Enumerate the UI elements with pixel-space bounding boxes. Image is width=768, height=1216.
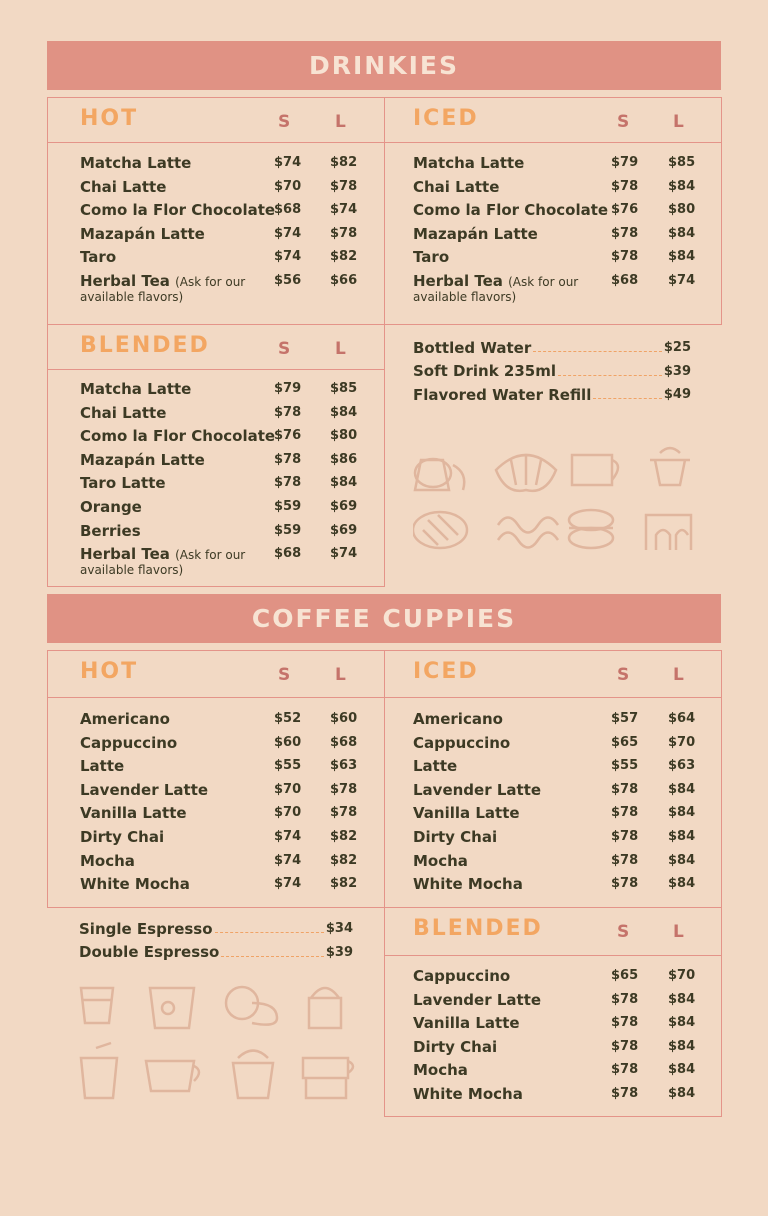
- size-large-label: L: [335, 339, 346, 359]
- price-small: $68: [274, 202, 302, 218]
- item-name: Lavender Latte: [80, 780, 209, 799]
- section-header: [385, 908, 721, 956]
- menu-item-row: [413, 734, 701, 758]
- menu-item-row: [80, 427, 364, 451]
- extra-item: Bottled Water $25: [413, 338, 691, 357]
- extra-item: Double Espresso $39: [79, 943, 353, 962]
- price-large: $84: [668, 1062, 696, 1078]
- section-title: BLENDED: [80, 333, 210, 358]
- coffee-banner: COFFEE CUPPIES: [47, 594, 721, 643]
- drinkies-iced-section: [384, 97, 722, 325]
- coffee-hot-section: [47, 650, 385, 908]
- price-large: $60: [330, 711, 358, 726]
- price-small: $56: [274, 272, 302, 288]
- price-small: $70: [274, 781, 302, 797]
- price-small: $78: [611, 225, 639, 241]
- price-large: $82: [330, 249, 358, 265]
- price-large: $85: [668, 155, 696, 170]
- menu-item-row: [80, 781, 364, 805]
- menu-item-row: [413, 1038, 701, 1062]
- item-name: Chai Latte: [80, 403, 167, 422]
- price-small: $76: [274, 428, 302, 444]
- item-name: Herbal Tea (Ask for our: [80, 545, 246, 564]
- item-name: Latte: [80, 757, 125, 776]
- menu-item-row: [80, 545, 364, 578]
- size-large-label: L: [673, 665, 684, 685]
- menu-item-row: [80, 404, 364, 428]
- item-name: Como la Flor Chocolate: [413, 201, 609, 220]
- menu-item-row: [80, 380, 364, 404]
- drink-illustrations: [76, 978, 361, 1103]
- menu-item-row: [413, 248, 701, 272]
- price-large: $86: [330, 451, 358, 467]
- section-header: [385, 651, 721, 698]
- price-large: $84: [330, 404, 358, 420]
- price-small: $74: [274, 876, 302, 892]
- item-name: White Mocha: [413, 1084, 523, 1103]
- price-small: $78: [611, 1038, 639, 1054]
- menu-item-row: [413, 781, 701, 805]
- menu-item-row: [80, 522, 364, 546]
- price-large: $84: [668, 828, 696, 844]
- menu-item-row: [80, 271, 364, 304]
- price-small: $78: [274, 404, 302, 420]
- price-small: $59: [274, 498, 302, 514]
- item-name: Chai Latte: [413, 177, 500, 196]
- menu-item-row: [80, 734, 364, 758]
- item-list: [413, 967, 701, 1109]
- item-note-continued: available flavors): [413, 289, 517, 304]
- price-small: $68: [611, 272, 639, 288]
- size-large-label: L: [673, 922, 684, 942]
- item-name: Mocha: [413, 1061, 468, 1080]
- price-small: $78: [611, 828, 639, 844]
- iced-coffee-icon: [150, 988, 194, 1028]
- menu-item-row: [413, 201, 701, 225]
- price-large: $63: [668, 758, 696, 774]
- item-name: Orange: [80, 497, 142, 516]
- menu-item-row: [413, 804, 701, 828]
- item-name: Taro: [80, 248, 117, 267]
- price-small: $78: [611, 1015, 639, 1031]
- extra-item: Soft Drink 235ml $39: [413, 362, 691, 381]
- price-large: $84: [668, 991, 696, 1007]
- drinkies-blended-section: [47, 324, 385, 587]
- item-name: Lavender Latte: [413, 990, 542, 1009]
- price-small: $65: [611, 968, 639, 983]
- size-small-label: S: [617, 922, 630, 942]
- drinkies-banner: DRINKIES: [47, 41, 721, 90]
- item-note: (Ask for our: [175, 274, 246, 289]
- coffee-pot-icon: [415, 459, 464, 490]
- price-large: $63: [330, 758, 358, 774]
- frappe-icon: [233, 1051, 273, 1099]
- menu-item-row: [80, 451, 364, 475]
- price-large: $74: [668, 272, 696, 288]
- price-large: $84: [668, 852, 696, 868]
- menu-item-row: [80, 852, 364, 876]
- item-name: Dirty Chai: [413, 827, 498, 846]
- item-name: White Mocha: [80, 875, 190, 894]
- whipped-drink-icon: [309, 988, 341, 1028]
- price-large: $82: [330, 155, 358, 170]
- size-large-label: L: [335, 112, 346, 132]
- item-list: [80, 154, 364, 304]
- price-large: $84: [668, 1038, 696, 1054]
- extra-item: Flavored Water Refill $49: [413, 385, 691, 404]
- mug-icon: [146, 1061, 199, 1091]
- price-small: $55: [611, 758, 639, 774]
- arch-building-icon: [646, 515, 691, 550]
- section-title: ICED: [413, 659, 479, 684]
- item-name: Herbal Tea (Ask for our: [80, 271, 246, 290]
- espresso-glass-icon: [81, 988, 113, 1023]
- iced-tea-icon: [81, 1043, 117, 1098]
- item-name: Matcha Latte: [80, 154, 192, 172]
- price-large: $82: [330, 876, 358, 892]
- item-name: Dirty Chai: [413, 1037, 498, 1056]
- item-name: Herbal Tea (Ask for our: [413, 271, 579, 290]
- price-large: $82: [330, 828, 358, 844]
- price-small: $79: [274, 381, 302, 396]
- price-large: $74: [330, 202, 358, 218]
- item-name: Lavender Latte: [413, 780, 542, 799]
- menu-item-row: [413, 154, 701, 178]
- item-note: (Ask for our: [508, 274, 579, 289]
- price-large: $84: [668, 249, 696, 265]
- section-header: [48, 651, 384, 698]
- item-name: White Mocha: [413, 875, 523, 894]
- item-name: Como la Flor Chocolate: [80, 201, 276, 220]
- size-large-label: L: [673, 112, 684, 132]
- menu-item-row: [413, 967, 701, 991]
- price-small: $74: [274, 155, 302, 170]
- ice-cream-icon: [650, 448, 690, 485]
- price-large: $69: [330, 498, 358, 514]
- section-title: ICED: [413, 106, 479, 131]
- price-small: $78: [611, 991, 639, 1007]
- price-small: $60: [274, 734, 302, 750]
- coffee-iced-section: [384, 650, 722, 908]
- size-small-label: S: [617, 112, 630, 132]
- menu-item-row: [80, 201, 364, 225]
- price-small: $55: [274, 758, 302, 774]
- item-note-continued: available flavors): [80, 563, 184, 578]
- price-large: $70: [668, 968, 696, 983]
- price-small: $57: [611, 711, 639, 726]
- section-title: BLENDED: [413, 916, 543, 941]
- section-header: [48, 325, 384, 370]
- price-large: $78: [330, 805, 358, 821]
- section-title: HOT: [80, 659, 139, 684]
- price-small: $68: [274, 546, 302, 562]
- menu-item-row: [80, 757, 364, 781]
- menu-item-row: [413, 178, 701, 202]
- item-name: Vanilla Latte: [80, 804, 187, 823]
- item-name: Dirty Chai: [80, 827, 165, 846]
- price-small: $78: [611, 781, 639, 797]
- item-name: Cappuccino: [413, 967, 511, 985]
- section-title: HOT: [80, 106, 139, 131]
- section-header: [385, 98, 721, 143]
- menu-item-row: [413, 271, 701, 304]
- price-large: $85: [330, 381, 358, 396]
- stacked-cups-icon: [303, 1058, 353, 1098]
- item-list: [80, 380, 364, 578]
- price-large: $74: [330, 546, 358, 562]
- price-large: $82: [330, 852, 358, 868]
- price-large: $66: [330, 272, 358, 288]
- price-small: $74: [274, 852, 302, 868]
- item-name: Americano: [80, 710, 170, 728]
- menu-item-row: [413, 1085, 701, 1109]
- price-small: $78: [611, 805, 639, 821]
- size-small-label: S: [278, 112, 291, 132]
- menu-item-row: [80, 804, 364, 828]
- price-large: $84: [668, 781, 696, 797]
- price-large: $84: [668, 1085, 696, 1101]
- price-small: $65: [611, 734, 639, 750]
- price-large: $84: [668, 805, 696, 821]
- price-large: $80: [330, 428, 358, 444]
- price-small: $78: [611, 852, 639, 868]
- price-small: $78: [611, 876, 639, 892]
- menu-item-row: [413, 710, 701, 734]
- menu-item-row: [413, 852, 701, 876]
- menu-item-row: [80, 828, 364, 852]
- menu-item-row: [80, 225, 364, 249]
- item-note: (Ask for our: [175, 548, 246, 563]
- citrus-cup-icon: [226, 987, 277, 1025]
- price-small: $74: [274, 249, 302, 265]
- item-name: Berries: [80, 521, 141, 540]
- price-small: $76: [611, 202, 639, 218]
- price-large: $84: [330, 475, 358, 491]
- item-list: [80, 710, 364, 899]
- price-small: $78: [611, 249, 639, 265]
- price-large: $78: [330, 178, 358, 194]
- section-header: [48, 98, 384, 143]
- menu-item-row: [80, 474, 364, 498]
- item-name: Latte: [413, 757, 458, 776]
- price-large: $64: [668, 711, 696, 726]
- menu-item-row: [413, 828, 701, 852]
- macaron-icon: [569, 510, 613, 548]
- menu-item-row: [413, 1014, 701, 1038]
- price-small: $79: [611, 155, 639, 170]
- item-name: Mazapán Latte: [80, 224, 205, 243]
- menu-item-row: [80, 875, 364, 899]
- item-name: Matcha Latte: [413, 154, 525, 172]
- price-large: $84: [668, 876, 696, 892]
- price-small: $74: [274, 828, 302, 844]
- menu-item-row: [80, 248, 364, 272]
- item-name: Mazapán Latte: [413, 224, 538, 243]
- menu-item-row: [413, 991, 701, 1015]
- item-name: Cappuccino: [413, 733, 511, 752]
- item-list: [413, 154, 701, 304]
- size-small-label: S: [617, 665, 630, 685]
- price-small: $78: [611, 1085, 639, 1101]
- tea-cup-icon: [572, 455, 618, 485]
- price-large: $84: [668, 1015, 696, 1031]
- extra-item: Single Espresso $34: [79, 919, 353, 938]
- item-list: [413, 710, 701, 899]
- drinkies-hot-section: [47, 97, 385, 325]
- menu-item-row: [413, 225, 701, 249]
- price-small: $70: [274, 178, 302, 194]
- item-name: Americano: [413, 710, 503, 728]
- price-small: $78: [274, 451, 302, 467]
- item-name: Mocha: [80, 851, 135, 870]
- item-name: Chai Latte: [80, 177, 167, 196]
- item-name: Mazapán Latte: [80, 450, 205, 469]
- menu-item-row: [80, 178, 364, 202]
- item-note-continued: available flavors): [80, 289, 184, 304]
- price-small: $78: [611, 1062, 639, 1078]
- price-large: $78: [330, 225, 358, 241]
- price-large: $84: [668, 225, 696, 241]
- item-name: Mocha: [413, 851, 468, 870]
- croissant-icon: [496, 455, 556, 491]
- menu-item-row: [413, 1061, 701, 1085]
- price-small: $52: [274, 711, 302, 726]
- price-large: $78: [330, 781, 358, 797]
- item-name: Vanilla Latte: [413, 804, 520, 823]
- food-illustrations: [413, 445, 698, 555]
- menu-item-row: [80, 498, 364, 522]
- item-name: Como la Flor Chocolate: [80, 427, 276, 446]
- bacon-icon: [498, 518, 558, 548]
- size-small-label: S: [278, 339, 291, 359]
- size-small-label: S: [278, 665, 291, 685]
- price-large: $68: [330, 734, 358, 750]
- price-large: $70: [668, 734, 696, 750]
- price-small: $74: [274, 225, 302, 241]
- item-name: Taro Latte: [80, 474, 166, 493]
- menu-item-row: [80, 710, 364, 734]
- price-large: $84: [668, 178, 696, 194]
- price-small: $70: [274, 805, 302, 821]
- menu-item-row: [413, 875, 701, 899]
- price-small: $59: [274, 522, 302, 538]
- price-small: $78: [274, 475, 302, 491]
- menu-item-row: [413, 757, 701, 781]
- bread-icon: [413, 512, 467, 548]
- item-name: Matcha Latte: [80, 380, 192, 398]
- price-large: $69: [330, 522, 358, 538]
- item-name: Cappuccino: [80, 733, 178, 752]
- item-name: Taro: [413, 248, 450, 267]
- menu-item-row: [80, 154, 364, 178]
- price-large: $80: [668, 202, 696, 218]
- size-large-label: L: [335, 665, 346, 685]
- coffee-blended-section: [384, 907, 722, 1117]
- price-small: $78: [611, 178, 639, 194]
- item-name: Vanilla Latte: [413, 1014, 520, 1033]
